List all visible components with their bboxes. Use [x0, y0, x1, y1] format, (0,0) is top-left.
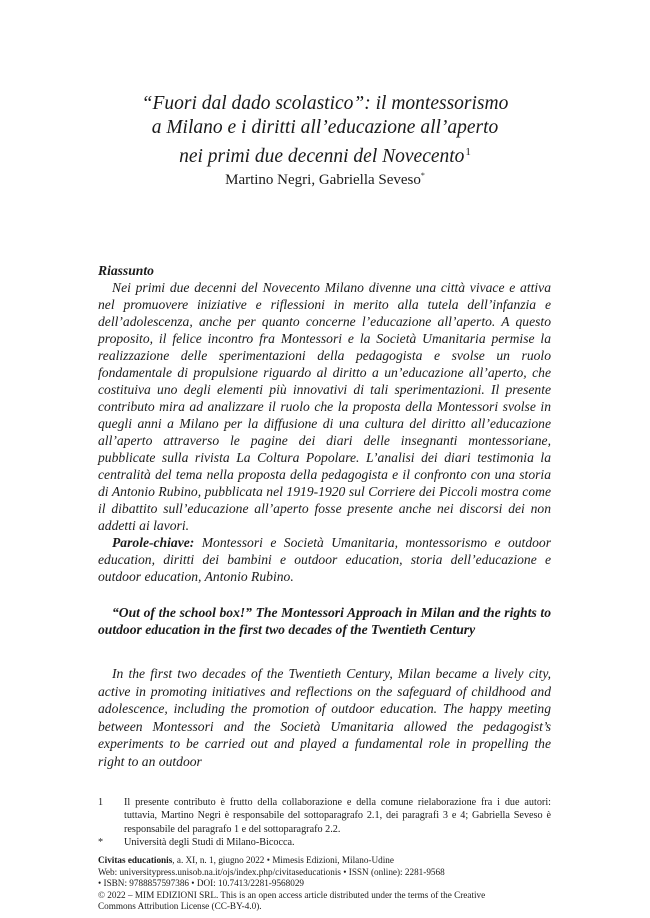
footnote-mark: *	[98, 837, 104, 849]
keywords-text: Montessori e Società Umanitaria, montessorismo e outdoor education, diritti dei bambini e outdoor education, storia dell’educazione e outdoor education, Antonio Rubino.	[98, 535, 551, 584]
title-line: a Milano e i diritti all’educazione all’aperto	[151, 117, 499, 138]
footer-web-line[interactable]: Web: universitypress.unisob.na.it/ojs/index.php/civitaseducationis • ISSN (online): 2281-9568	[98, 866, 445, 877]
footer-journal-line	[98, 855, 558, 867]
footnote-item	[98, 796, 551, 836]
keywords	[98, 534, 551, 585]
author-line	[80, 166, 570, 190]
journal-name: Civitas educationis	[98, 855, 173, 865]
english-abstract-text: In the first two decades of the Twentieth Century, Milan became a lively city, active in promoting initiatives and reflections on the safeguard of childhood and adolescence, including the promotion of outdoor education. The happy meeting between Montessori and the Società Umanitaria allowed the pedagogist’s experiments to be carried out and played a fundamental role in propelling the right to an outdoor	[98, 666, 551, 769]
title-line	[80, 140, 570, 169]
article-title	[80, 92, 570, 169]
english-title: “Out of the school box!” The Montessori Approach in Milan and the rights to outdoor education in the first two decades of the Twentieth Century	[98, 605, 551, 637]
footer-license-line: © 2022 – MIM EDIZIONI SRL. This is an open access article distributed under the terms of the Creative	[98, 889, 486, 900]
italian-abstract	[98, 262, 551, 585]
english-abstract	[98, 665, 551, 770]
footnote-text: Il presente contributo è frutto della collaborazione e della comune rielaborazione fra i due autori: tuttavia, Martino Negri è responsabile del sottoparagrafo 2.1, dei paragrafi 3 e 4; Gabriella Seveso è responsabile del paragrafo 1 e del sottoparagrafo 2.2.	[124, 797, 551, 835]
footnote-item	[98, 836, 551, 849]
author-names: Martino Negri, Gabriella Seveso	[225, 172, 421, 188]
footer-license-line: Commons Attribution License (CC-BY-4.0).	[98, 901, 262, 912]
keywords-label: Parole-chiave:	[112, 535, 195, 550]
affiliation-mark: *	[420, 171, 425, 180]
abstract-text: Nei primi due decenni del Novecento Milano divenne una città vivace e attiva nel promuovere iniziative e riflessioni in merito alla tutela dell’infanzia e dell’adolescenza, anche per quanto concerne l’educazione all’aperto. A questo proposito, il felice incontro fra Montessori e la Società Umanitaria permise la realizzazione delle sperimentazioni della pedagogista e svolse un ruolo fondamentale di propulsione riguardo al diritto a un’educazione all’aperto, che costituiva uno degli elementi più innovativi di tali sperimentazioni. Il presente contributo mira ad analizzare il ruolo che la proposta della Montessori svolse in quegli anni a Milano per la diffusione di una cultura del diritto all’educazione all’aperto attraverso le pagine dei diari delle insegnanti montessoriane, pubblicate sulla rivista La Coltura Popolare. L’analisi dei diari testimonia la centralità del tema nella proposta della pedagogista e il confronto con una storia di Antonio Rubino, pubblicata nel 1919-1920 sul Corriere dei Piccoli mostra come il dibattito sull’educazione all’aperto fosse presente anche nei discorsi dei non addetti ai lavori.	[98, 280, 551, 533]
footnote-mark: 1	[98, 797, 104, 808]
journal-issue: , a. XI, n. 1, giugno 2022 • Mimesis Edizioni, Milano-Udine	[172, 855, 394, 865]
footnote-text: Università degli Studi di Milano-Bicocca.	[124, 837, 295, 849]
title-line: “Fuori dal dado scolastico”: il montessorismo	[141, 93, 509, 114]
footnotes	[98, 796, 551, 850]
abstract-heading: Riassunto	[98, 263, 154, 278]
title-line-text: nei primi due decenni del Novecento	[179, 146, 465, 167]
footer-isbn-line: • ISBN: 9788857597386 • DOI: 10.7413/2281-9568029	[98, 878, 305, 889]
journal-footer	[98, 855, 558, 913]
footnote-ref[interactable]: 1	[465, 146, 471, 158]
